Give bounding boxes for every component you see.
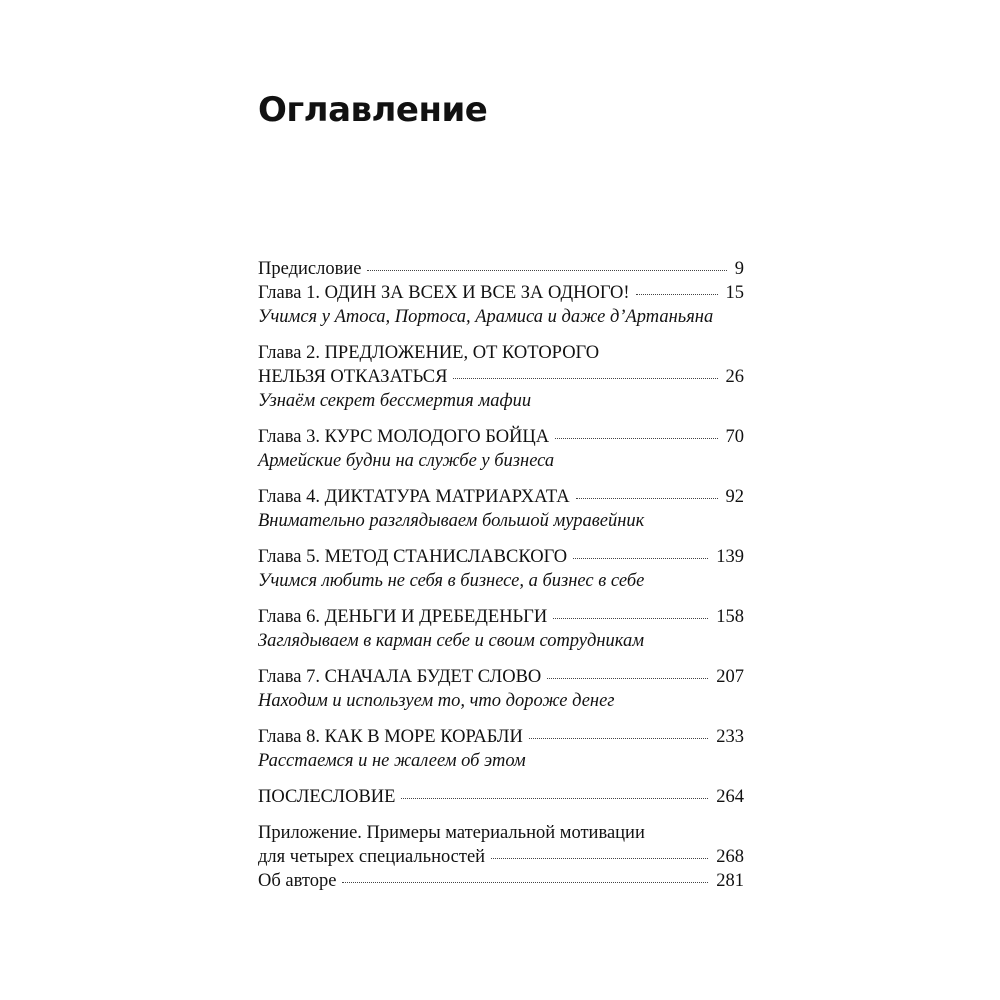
toc-entry-title: ПОСЛЕСЛОВИЕ (258, 787, 396, 807)
toc-line (258, 545, 744, 569)
toc-line (258, 845, 744, 869)
toc-entry-subtitle: Находим и используем то, что дороже денег (258, 691, 615, 711)
toc-entry-chapter-5 (258, 545, 744, 593)
toc-entry-about-author (258, 869, 744, 893)
dot-leader (547, 678, 708, 679)
toc-page-number: 139 (716, 547, 744, 567)
toc-line (258, 281, 744, 305)
toc-entry-chapter-4 (258, 485, 744, 533)
toc-page-number: 207 (716, 667, 744, 687)
toc-line (258, 785, 744, 809)
dot-leader (401, 798, 708, 799)
toc-entry-subtitle: Внимательно разглядываем большой муравейник (258, 511, 645, 531)
toc-entry-title: Глава 4. ДИКТАТУРА МАТРИАРХАТА (258, 487, 570, 507)
toc-entry-title: Глава 8. КАК В МОРЕ КОРАБЛИ (258, 727, 523, 747)
toc-entry-afterword (258, 785, 744, 809)
dot-leader (553, 618, 708, 619)
toc-entry-title: Глава 6. ДЕНЬГИ И ДРЕБЕДЕНЬГИ (258, 607, 548, 627)
dot-leader (342, 882, 708, 883)
toc-line (258, 257, 744, 281)
dot-leader (367, 270, 726, 271)
toc-entry-chapter-6 (258, 605, 744, 653)
toc-line (258, 365, 744, 389)
toc-page-number: 70 (725, 427, 744, 447)
toc-page-number: 158 (716, 607, 744, 627)
toc-entry-appendix (258, 821, 744, 869)
toc-entry-chapter-2 (258, 341, 744, 413)
toc-entry-title: Предисловие (258, 259, 362, 279)
toc-entry-subtitle: Учимся у Атоса, Портоса, Арамиса и даже д’Артаньяна (258, 307, 714, 327)
toc-entry-subtitle: Расстаемся и не жалеем об этом (258, 751, 526, 771)
toc-page-number: 9 (734, 259, 744, 279)
toc-entry-title: Глава 5. МЕТОД СТАНИСЛАВСКОГО (258, 547, 568, 567)
dot-leader (636, 294, 718, 295)
table-of-contents (258, 257, 744, 893)
toc-line (258, 425, 744, 449)
toc-entry-subtitle: Армейские будни на службе у бизнеса (258, 451, 555, 471)
toc-entry-title: Глава 7. СНАЧАЛА БУДЕТ СЛОВО (258, 667, 542, 687)
toc-page-number: 264 (716, 787, 744, 807)
toc-line (258, 725, 744, 749)
dot-leader (573, 558, 708, 559)
dot-leader (491, 858, 708, 859)
toc-page-number: 233 (716, 727, 744, 747)
toc-entry-title-continued: для четырех специальностей (258, 847, 486, 867)
dot-leader (555, 438, 717, 439)
toc-page-number: 15 (725, 283, 744, 303)
toc-entry-chapter-3 (258, 425, 744, 473)
toc-entry-chapter-1 (258, 281, 744, 329)
toc-entry-title: Глава 3. КУРС МОЛОДОГО БОЙЦА (258, 427, 550, 447)
toc-entry-title: Об авторе (258, 871, 337, 891)
dot-leader (529, 738, 708, 739)
toc-page-number: 268 (716, 847, 744, 867)
toc-entry-preface (258, 257, 744, 281)
toc-entry-chapter-7 (258, 665, 744, 713)
page-title: Оглавление (258, 90, 488, 130)
toc-entry-title: Глава 2. ПРЕДЛОЖЕНИЕ, ОТ КОТОРОГО (258, 343, 600, 363)
toc-page-number: 281 (716, 871, 744, 891)
dot-leader (453, 378, 717, 379)
dot-leader (576, 498, 718, 499)
toc-page-number: 92 (725, 487, 744, 507)
toc-line (258, 869, 744, 893)
toc-line (258, 341, 744, 365)
toc-page-number: 26 (725, 367, 744, 387)
toc-line (258, 665, 744, 689)
toc-line (258, 605, 744, 629)
toc-entry-title: Глава 1. ОДИН ЗА ВСЕХ И ВСЕ ЗА ОДНОГО! (258, 283, 630, 303)
toc-line (258, 485, 744, 509)
toc-entry-subtitle: Узнаём секрет бессмертия мафии (258, 391, 532, 411)
toc-entry-title-continued: НЕЛЬЗЯ ОТКАЗАТЬСЯ (258, 367, 448, 387)
toc-line (258, 821, 744, 845)
toc-entry-chapter-8 (258, 725, 744, 773)
toc-entry-subtitle: Заглядываем в карман себе и своим сотрудникам (258, 631, 644, 651)
toc-entry-subtitle: Учимся любить не себя в бизнесе, а бизнес в себе (258, 571, 645, 591)
toc-entry-title: Приложение. Примеры материальной мотивации (258, 823, 645, 843)
